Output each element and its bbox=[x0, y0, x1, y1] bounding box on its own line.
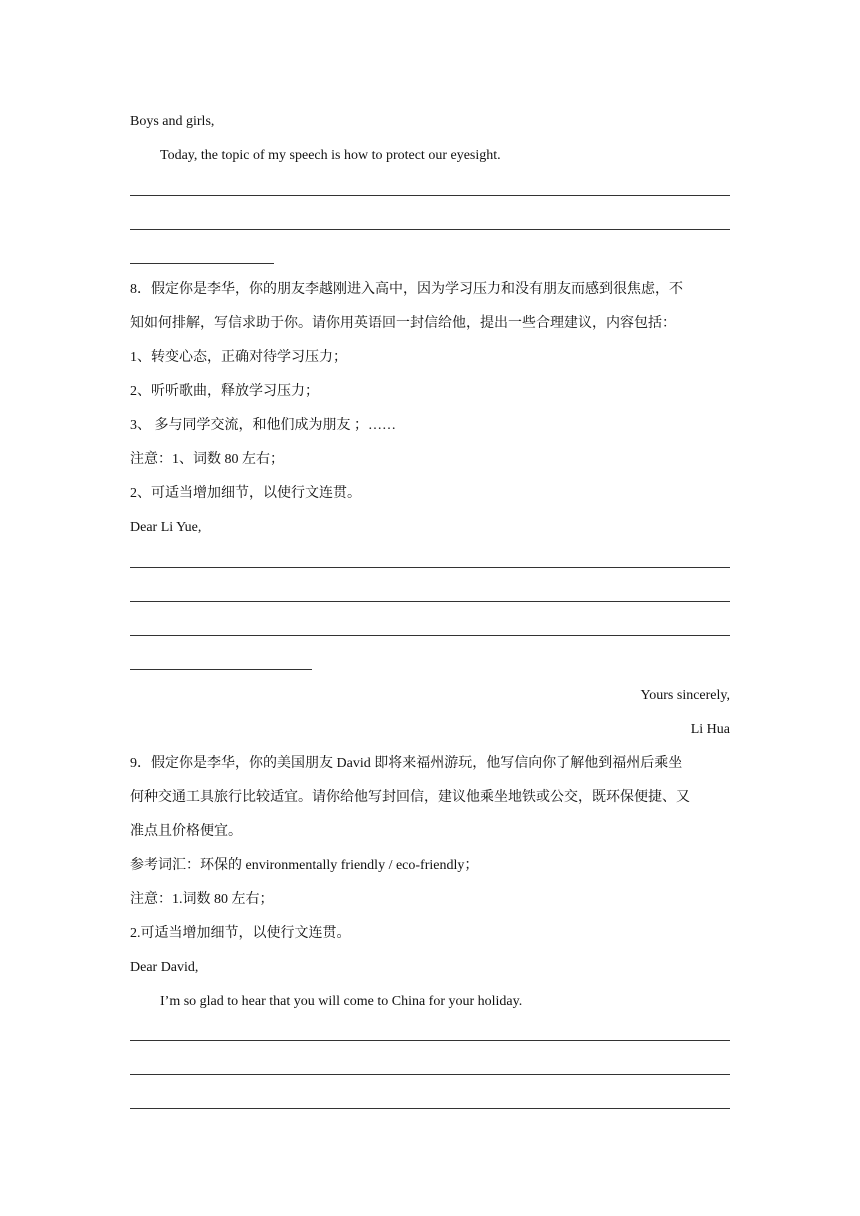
q8-note-2: 2、可适当增加细节，以使行文连贯。 bbox=[130, 486, 361, 501]
q7-opening-sentence: Today, the topic of my speech is how to protect our eyesight. bbox=[160, 148, 501, 163]
q8-note-1: 注意：1、词数 80 左右； bbox=[130, 452, 284, 467]
q9-prompt-line-2: 何种交通工具旅行比较适宜。请你给他写封回信，建议他乘坐地铁或公交，既环保便捷、又 bbox=[130, 790, 690, 805]
q8-answer-line-3[interactable] bbox=[130, 635, 730, 636]
q7-greeting: Boys and girls, bbox=[130, 114, 215, 129]
q7-answer-line-3[interactable] bbox=[130, 263, 274, 264]
q9-prompt-line-3: 准点且价格便宜。 bbox=[130, 824, 242, 839]
q8-point-3: 3、 多与同学交流，和他们成为朋友 ；…… bbox=[130, 418, 396, 433]
q9-prompt-line-1: 9．假定你是李华，你的美国朋友 David 即将来福州游玩，他写信向你了解他到福州后乘坐 bbox=[130, 756, 683, 771]
q9-note-2: 2.可适当增加细节，以使行文连贯。 bbox=[130, 926, 351, 941]
q9-vocabulary-hint: 参考词汇：环保的 environmentally friendly / eco-friendly； bbox=[130, 858, 479, 873]
q8-point-1: 1、转变心态，正确对待学习压力； bbox=[130, 350, 347, 365]
q8-salutation: Dear Li Yue, bbox=[130, 520, 202, 535]
q7-answer-line-1[interactable] bbox=[130, 195, 730, 196]
q9-answer-line-1[interactable] bbox=[130, 1040, 730, 1041]
q9-opening-sentence: I’m so glad to hear that you will come to China for your holiday. bbox=[160, 994, 523, 1009]
q9-answer-line-2[interactable] bbox=[130, 1074, 730, 1075]
q8-answer-line-1[interactable] bbox=[130, 567, 730, 568]
q8-answer-line-2[interactable] bbox=[130, 601, 730, 602]
q8-answer-line-4[interactable] bbox=[130, 669, 312, 670]
q8-prompt-line-2: 知如何排解，写信求助于你。请你用英语回一封信给他，提出一些合理建议，内容包括： bbox=[130, 316, 676, 331]
q8-closing: Yours sincerely, bbox=[640, 688, 730, 703]
q8-point-2: 2、听听歌曲，释放学习压力； bbox=[130, 384, 319, 399]
q9-salutation: Dear David, bbox=[130, 960, 199, 975]
q9-answer-line-3[interactable] bbox=[130, 1108, 730, 1109]
q8-prompt-line-1: 8．假定你是李华，你的朋友李越刚进入高中，因为学习压力和没有朋友而感到很焦虑，不 bbox=[130, 282, 683, 297]
q8-signature: Li Hua bbox=[690, 722, 730, 737]
q9-note-1: 注意：1.词数 80 左右； bbox=[130, 892, 274, 907]
q7-answer-line-2[interactable] bbox=[130, 229, 730, 230]
